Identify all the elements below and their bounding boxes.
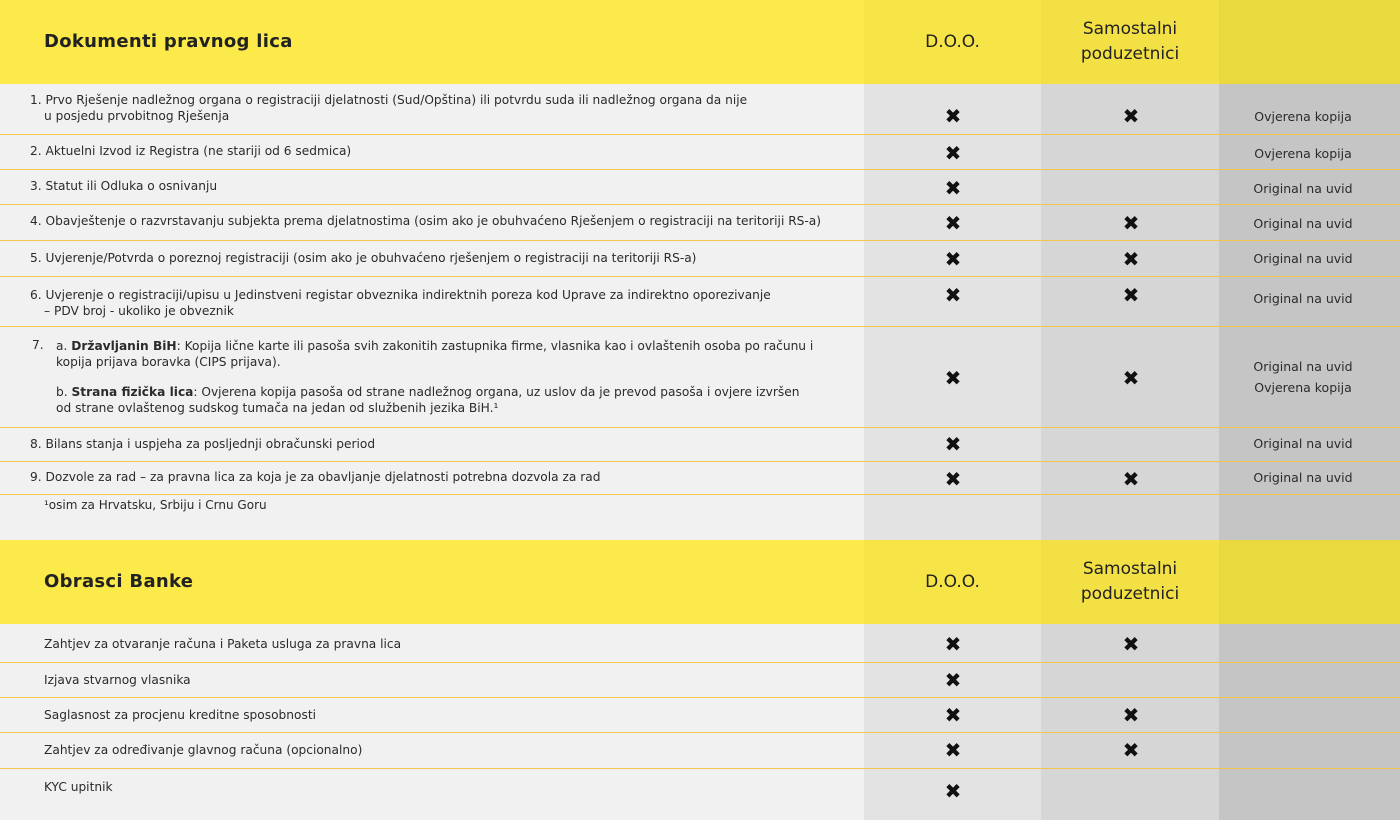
footnote: ¹osim za Hrvatsku, Srbiju i Crnu Goru [44,498,267,512]
table-row [0,84,1400,135]
row-text: 2. Aktuelni Izvod iz Registra (ne stariji od 6 sedmica) [30,144,352,158]
check-mark-icon: ✖ [944,432,962,456]
check-mark-icon: ✖ [944,176,962,200]
check-mark-icon: ✖ [944,366,962,390]
requirement-note: Original na uvid [1253,291,1353,306]
row-text: Zahtjev za otvaranje računa i Paketa usluga za pravna lica [44,637,402,651]
row-text: a. Državljanin BiH: Kopija lične karte ili pasoša svih zakonitih zastupnika firme, vlasnika kao i ovlaštenih osoba po računu i kopija prijava boravka (CIPS prijava). b. Strana fizička lica: Ovjerena kopija pasoša od strane nadležnog organa, uz uslov da je prevod pasoša i ovjere izvršen od strane ovlaštenog sudskog tumača na jedan od službenih jezika BiH.¹ [56,339,814,415]
check-mark-icon: ✖ [944,632,962,656]
check-mark-icon: ✖ [944,211,962,235]
section1-col-sp: Samostalni poduzetnici [1080,19,1180,64]
check-mark-icon: ✖ [1122,632,1140,656]
requirement-note: Original na uvid [1253,436,1353,451]
table-row [0,698,1400,733]
row-text: 3. Statut ili Odluka o osnivanju [30,179,218,193]
table-row [0,241,1400,277]
section2-col-sp: Samostalni poduzetnici [1080,559,1180,604]
check-mark-icon: ✖ [944,703,962,727]
check-mark-icon: ✖ [1122,211,1140,235]
requirement-note: Original na uvid [1253,181,1353,196]
row-text: Izjava stvarnog vlasnika [44,673,191,687]
section2-title: Obrasci Banke [44,571,194,592]
table-row [0,135,1400,170]
row-number: 7. [32,338,44,352]
requirement-note: Ovjerena kopija [1254,109,1352,124]
section1-col-doo: D.O.O. [925,32,980,52]
check-mark-icon: ✖ [944,141,962,165]
row-text: 6. Uvjerenje o registraciji/upisu u Jedinstveni registar obveznika indirektnih poreza kod Uprave za indirektno oporezivanje – PDV broj - ukoliko je obveznik [30,288,771,318]
table-row [0,205,1400,241]
check-mark-icon: ✖ [944,247,962,271]
table-row [0,327,1400,428]
check-mark-icon: ✖ [944,779,962,803]
check-mark-icon: ✖ [944,467,962,491]
table-row [0,663,1400,698]
check-mark-icon: ✖ [944,668,962,692]
row-text: KYC upitnik [44,780,113,794]
requirement-note: Ovjerena kopija [1254,146,1352,161]
row-text: 4. Obavještenje o razvrstavanju subjekta prema djelatnostima (osim ako je obuhvaćeno Rješenjem o registraciji na teritoriji RS-a) [30,214,822,228]
check-mark-icon: ✖ [1122,283,1140,307]
check-mark-icon: ✖ [944,104,962,128]
check-mark-icon: ✖ [1122,703,1140,727]
table-row [0,733,1400,769]
table-row [0,769,1400,820]
table-row [0,624,1400,663]
row-text: 1. Prvo Rješenje nadležnog organa o registraciji djelatnosti (Sud/Opština) ili potvrdu suda ili nadležnog organa da nije u posjedu prvobitnog Rješenja [30,93,748,123]
requirement-note: Original na uvid [1253,470,1353,485]
row-text: 9. Dozvole za rad – za pravna lica za koja je za obavljanje djelatnosti potrebna dozvola za rad [30,470,601,484]
table-row [0,462,1400,495]
section1-title: Dokumenti pravnog lica [44,31,293,52]
check-mark-icon: ✖ [1122,738,1140,762]
check-mark-icon: ✖ [1122,467,1140,491]
check-mark-icon: ✖ [1122,247,1140,271]
check-mark-icon: ✖ [944,738,962,762]
requirement-note: Original na uvid [1253,251,1353,266]
table-row [0,170,1400,205]
row-text: 8. Bilans stanja i uspjeha za posljednji obračunski period [30,437,376,451]
row-text: Zahtjev za određivanje glavnog računa (opcionalno) [44,743,363,757]
requirement-note: Ovjerena kopija [1254,380,1352,395]
table-row [0,428,1400,462]
check-mark-icon: ✖ [1122,104,1140,128]
section1-header [0,0,1400,84]
check-mark-icon: ✖ [1122,366,1140,390]
section2-header [0,540,1400,624]
requirement-note: Original na uvid [1253,216,1353,231]
requirement-note: Original na uvid [1253,359,1353,374]
row-text: 5. Uvjerenje/Potvrda o poreznoj registraciji (osim ako je obuhvaćeno rješenjem o registraciji na teritoriji RS-a) [30,251,697,265]
section2-col-doo: D.O.O. [925,572,980,592]
row-text: Saglasnost za procjenu kreditne sposobnosti [44,708,316,722]
check-mark-icon: ✖ [944,283,962,307]
table-row [0,277,1400,327]
